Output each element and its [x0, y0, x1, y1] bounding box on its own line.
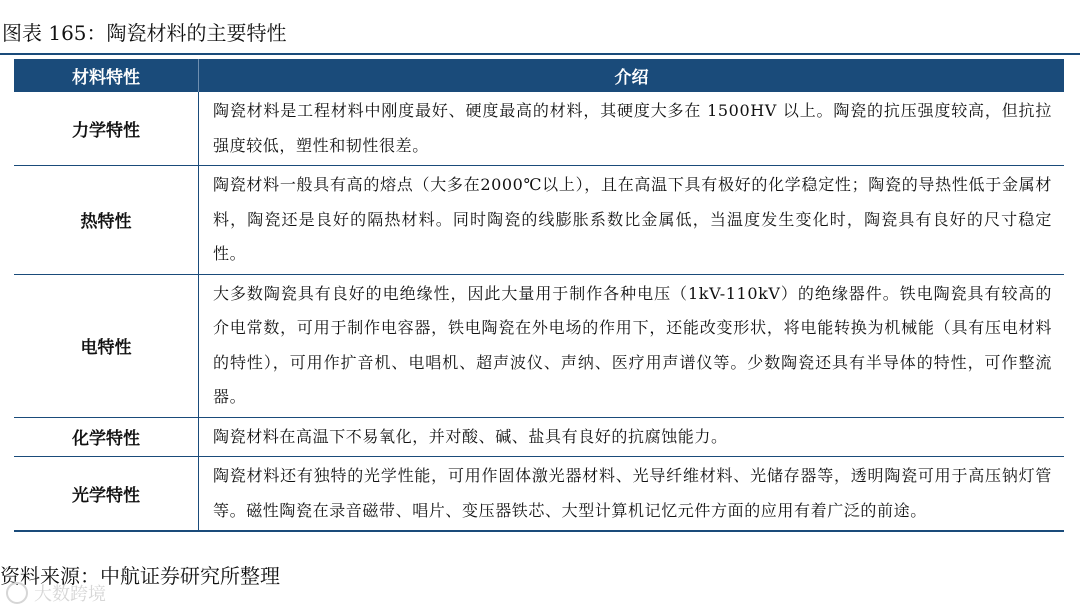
- table-row: [14, 166, 1064, 275]
- header-property: 材料特性: [14, 59, 199, 92]
- description-cell: 陶瓷材料还有独特的光学性能，可用作固体激光器材料、光导纤维材料、光储存器等，透明陶瓷可用于高压钠灯管等。磁性陶瓷在录音磁带、唱片、变压器铁芯、大型计算机记忆元件方面的应用有着广泛的前途。: [199, 457, 1065, 532]
- description-cell: 陶瓷材料一般具有高的熔点（大多在2000℃以上），且在高温下具有极好的化学稳定性；陶瓷的导热性低于金属材料，陶瓷还是良好的隔热材料。同时陶瓷的线膨胀系数比金属低，当温度发生变化时，陶瓷具有良好的尺寸稳定性。: [199, 166, 1065, 275]
- table-header-row: [14, 59, 1064, 92]
- property-cell: 力学特性: [14, 92, 199, 166]
- table-row: [14, 457, 1064, 532]
- property-cell: 电特性: [14, 274, 199, 417]
- table-row: [14, 417, 1064, 457]
- header-description: 介绍: [199, 59, 1065, 92]
- watermark: [6, 580, 106, 606]
- description-cell: 陶瓷材料是工程材料中刚度最好、硬度最高的材料，其硬度大多在 1500HV 以上。陶瓷的抗压强度较高，但抗拉强度较低，塑性和韧性很差。: [199, 92, 1065, 166]
- watermark-text: 大数跨境: [34, 584, 106, 605]
- description-cell: 大多数陶瓷具有良好的电绝缘性，因此大量用于制作各种电压（1kV-110kV）的绝缘器件。铁电陶瓷具有较高的介电常数，可用于制作电容器，铁电陶瓷在外电场的作用下，还能改变形状，将电能转换为机械能（具有压电材料的特性），可用作扩音机、电唱机、超声波仪、声纳、医疗用声谱仪等。少数陶瓷还具有半导体的特性，可作整流器。: [199, 274, 1065, 417]
- top-rule: [0, 53, 1080, 55]
- table-row: [14, 92, 1064, 166]
- property-cell: 化学特性: [14, 417, 199, 457]
- properties-table: [14, 59, 1064, 532]
- table-row: [14, 274, 1064, 417]
- property-cell: 光学特性: [14, 457, 199, 532]
- description-cell: 陶瓷材料在高温下不易氧化，并对酸、碱、盐具有良好的抗腐蚀能力。: [199, 417, 1065, 457]
- figure-title: 图表 165：陶瓷材料的主要特性: [2, 21, 287, 45]
- watermark-logo-icon: [6, 582, 28, 604]
- source-note: 资料来源：中航证券研究所整理: [0, 564, 280, 588]
- property-cell: 热特性: [14, 166, 199, 275]
